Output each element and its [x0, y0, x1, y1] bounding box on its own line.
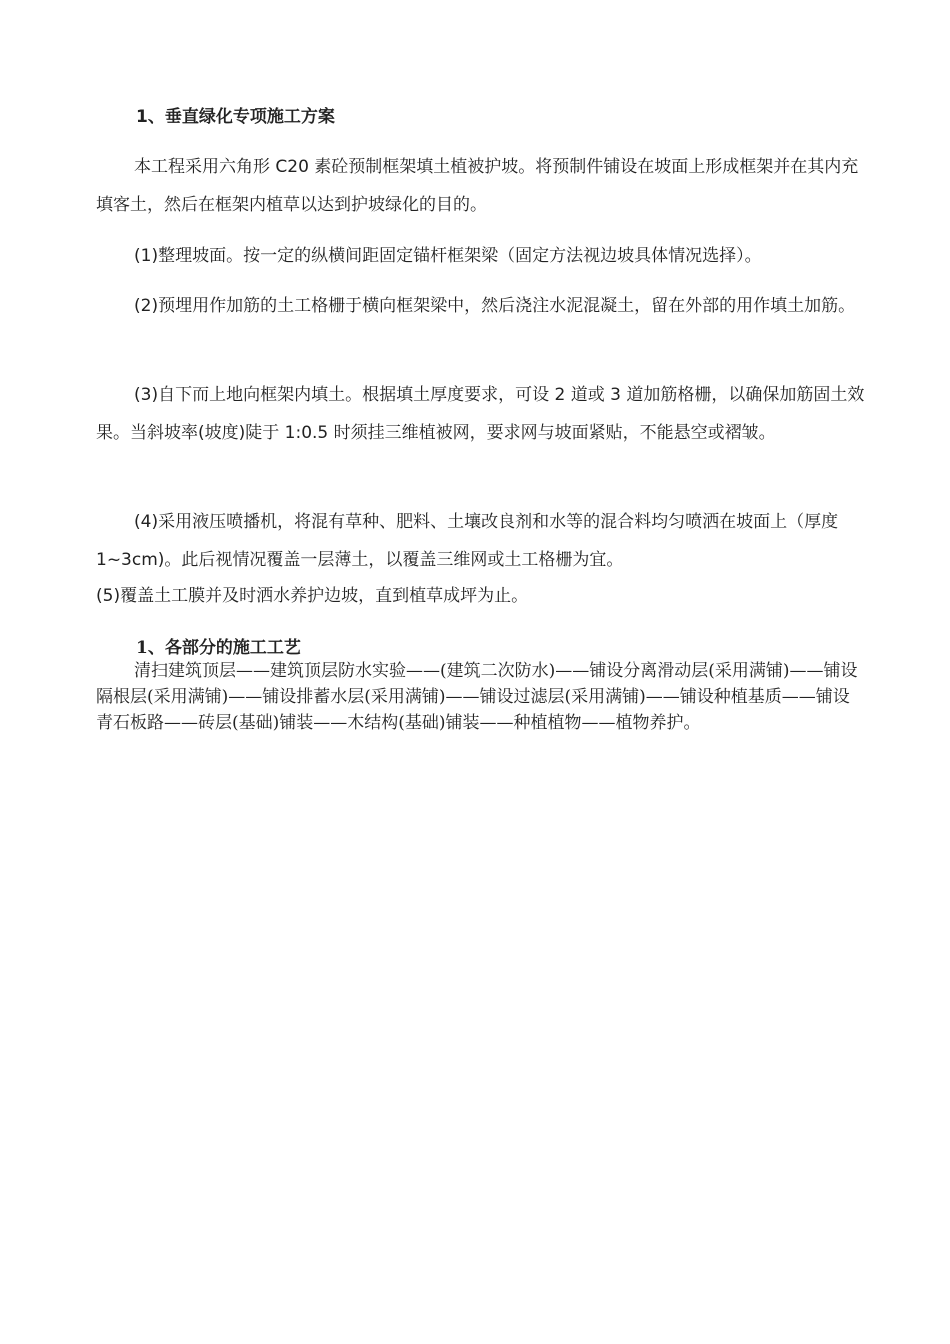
step-paragraph-2: (2)预埋用作加筋的土工格栅于横向框架梁中，然后浇注水泥混凝土，留在外部的用作填土加筋。 [134, 296, 856, 316]
intro-paragraph: 本工程采用六角形 C20 素砼预制框架填土植被护坡。将预制件铺设在坡面上形成框架并在其内充填客土，然后在框架内植草以达到护坡绿化的目的。 [96, 157, 859, 215]
step-paragraph-4: (4)采用液压喷播机，将混有草种、肥料、土壤改良剂和水等的混合料均匀喷洒在坡面上（厚度 1~3cm)。此后视情况覆盖一层薄土，以覆盖三维网或土工格栅为宜。 [96, 512, 839, 570]
step-paragraph-3: (3)自下而上地向框架内填土。根据填土厚度要求，可设 2 道或 3 道加筋格栅，以确保加筋固土效果。当斜坡率(坡度)陡于 1:0.5 时须挂三维植被网，要求网与坡面紧贴，不能悬空或褶皱。 [96, 385, 865, 443]
section-heading-construction-process: 1、各部分的施工工艺 [136, 638, 301, 658]
step-paragraph-1: (1)整理坡面。按一定的纵横间距固定锚杆框架梁（固定方法视边坡具体情况选择）。 [134, 246, 762, 266]
step-paragraph-5: (5)覆盖土工膜并及时洒水养护边坡，直到植草成坪为止。 [96, 586, 529, 606]
construction-process-paragraph: 清扫建筑顶层——建筑顶层防水实验——(建筑二次防水)——铺设分离滑动层(采用满铺)——铺设隔根层(采用满铺)——铺设排蓄水层(采用满铺)——铺设过滤层(采用满铺)——铺设种植基质——铺设青石板路——砖层(基础)铺装——木结构(基础)铺装——种植植物——植物养护。 [96, 661, 858, 733]
section-heading-vertical-greening: 1、垂直绿化专项施工方案 [136, 107, 335, 127]
